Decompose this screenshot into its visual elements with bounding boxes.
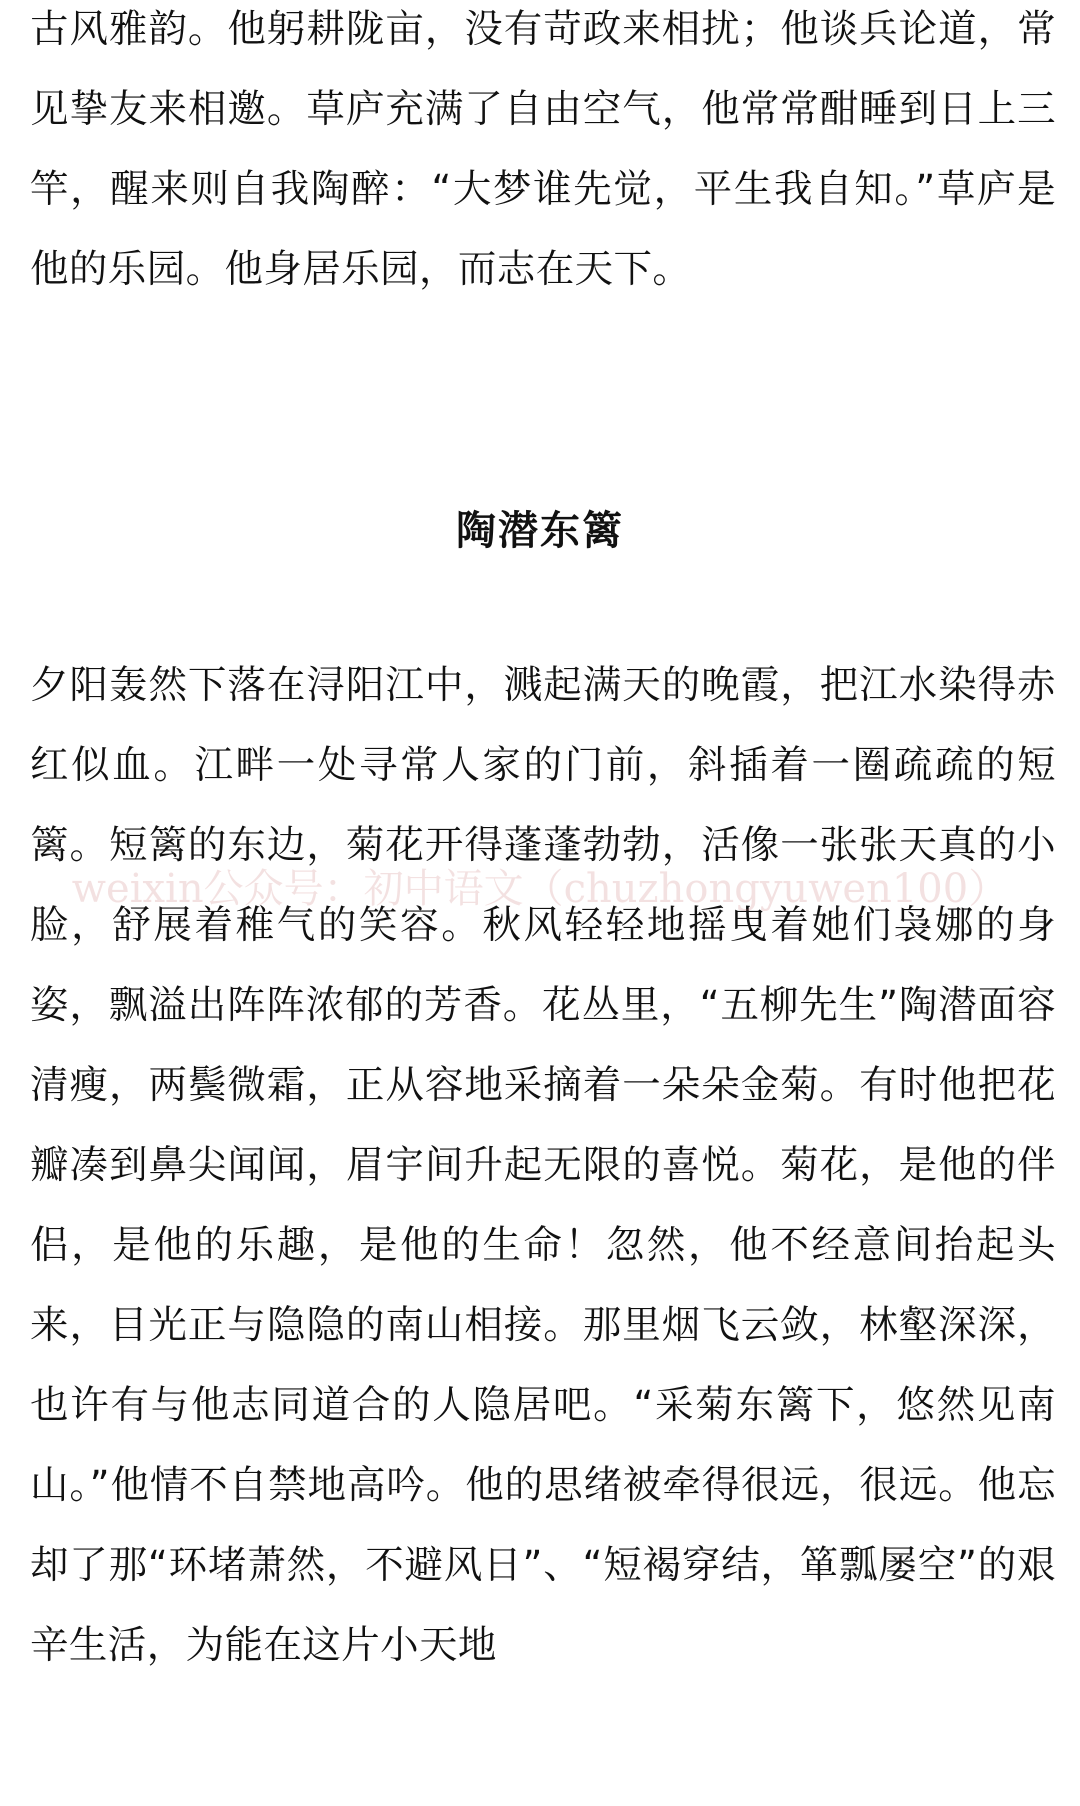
paragraph-1: 古风雅韵。他躬耕陇亩，没有苛政来相扰；他谈兵论道，常见挚友来相邀。草庐充满了自由空气，他常常酣睡到日上三竿，醒来则自我陶醉：“大梦谁先觉，平生我自知。”草庐是他的乐园。他身居乐园，而志在天下。 [30,7,1056,292]
section-title: 陶潜东篱 [456,508,624,554]
paragraph-2: 夕阳轰然下落在浔阳江中，溅起满天的晚霞，把江水染得赤红似血。江畔一处寻常人家的门前，斜插着一圈疏疏的短篱。短篱的东边，菊花开得蓬蓬勃勃，活像一张张天真的小脸，舒展着稚气的笑容。秋风轻轻地摇曳着她们袅娜的身姿，飘溢出阵阵浓郁的芳香。花丛里，“五柳先生”陶潜面容清瘦，两鬓微霜，正从容地采摘着一朵朵金菊。有时他把花瓣凑到鼻尖闻闻，眉宇间升起无限的喜悦。菊花，是他的伴侣，是他的乐趣，是他的生命！忽然，他不经意间抬起头来，目光正与隐隐的南山相接。那里烟飞云敛，林壑深深，也许有与他志同道合的人隐居吧。“采菊东篱下，悠然见南山。”他情不自禁地高吟。他的思绪被牵得很远，很远。他忘却了那“环堵萧然，不避风日”、“短褐穿结，箪瓢屡空”的艰辛生活，为能在这片小天地 [30,663,1056,1668]
watermark: weixin公众号：初中语文（chuzhongyuwen100） [71,866,1009,912]
